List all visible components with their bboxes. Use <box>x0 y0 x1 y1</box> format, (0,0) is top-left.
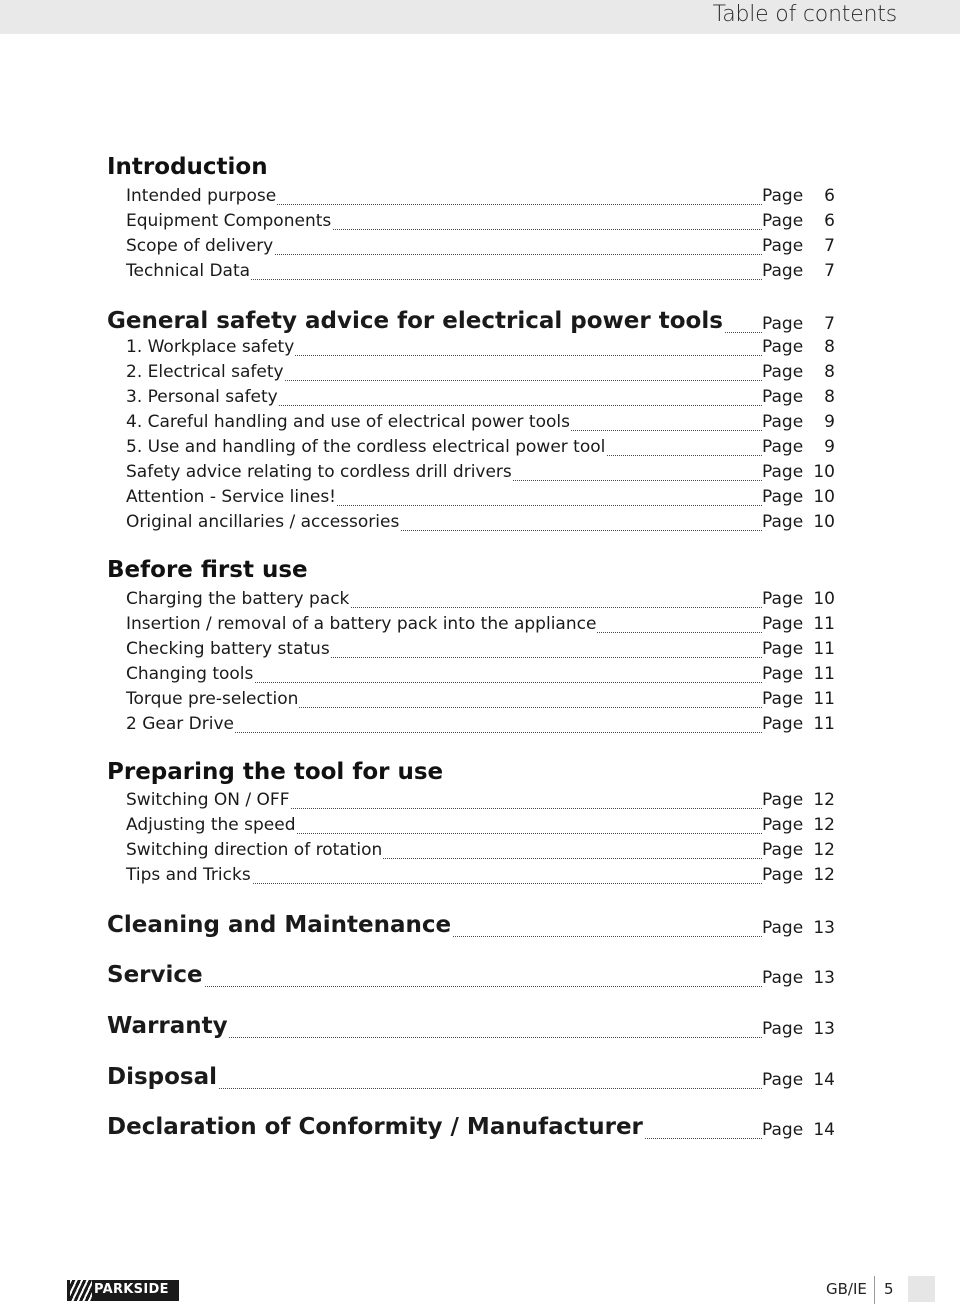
page-number: 6 <box>824 186 835 206</box>
logo-stripes-icon <box>70 1280 92 1301</box>
toc-section-entry[interactable] <box>0 310 960 336</box>
dot-leader <box>107 986 762 987</box>
brand-name: PARKSIDE <box>94 1282 169 1297</box>
toc-entry[interactable] <box>0 259 960 285</box>
toc-section-entry[interactable] <box>0 964 960 990</box>
toc-entry[interactable] <box>0 662 960 688</box>
toc-section-title: Disposal <box>107 1064 218 1090</box>
toc-entry-title: Equipment Components <box>126 211 332 231</box>
toc-section-title: Service <box>107 962 203 988</box>
page-label: Page <box>762 211 804 231</box>
page-number: 13 <box>813 918 835 938</box>
page-number: 10 <box>813 487 835 507</box>
page-label: Page <box>762 589 804 609</box>
toc-entry-title: 3. Personal safety <box>126 387 278 407</box>
page-label: Page <box>762 412 804 432</box>
page-label: Page <box>762 462 804 482</box>
toc-entry[interactable] <box>0 637 960 663</box>
page-number: 10 <box>813 512 835 532</box>
page-number: 11 <box>813 689 835 709</box>
page-label: Page <box>762 614 804 634</box>
page-label: Page <box>762 512 804 532</box>
page-number: 14 <box>813 1120 835 1140</box>
page-number: 6 <box>824 211 835 231</box>
section-heading-preparing: Preparing the tool for use <box>107 759 444 785</box>
page-number: 10 <box>813 462 835 482</box>
page-number: 9 <box>824 412 835 432</box>
page-number: 11 <box>813 614 835 634</box>
toc-entry-title: Adjusting the speed <box>126 815 296 835</box>
page-number: 12 <box>813 865 835 885</box>
page-label: Page <box>762 918 804 938</box>
page-number: 7 <box>824 236 835 256</box>
toc-entry-title: Insertion / removal of a battery pack into the appliance <box>126 614 597 634</box>
toc-entry[interactable] <box>0 234 960 260</box>
page-label: Page <box>762 1019 804 1039</box>
page-label: Page <box>762 1120 804 1140</box>
toc-entry-title: Charging the battery pack <box>126 589 350 609</box>
page-number: 9 <box>824 437 835 457</box>
toc-entry-title: 2. Electrical safety <box>126 362 284 382</box>
toc-section-entry[interactable] <box>0 1015 960 1041</box>
toc-entry[interactable] <box>0 335 960 361</box>
toc-section-entry[interactable] <box>0 1066 960 1092</box>
toc-entry-title: Checking battery status <box>126 639 330 659</box>
toc-entry[interactable] <box>0 410 960 436</box>
toc-entry[interactable] <box>0 360 960 386</box>
toc-entry-title: 4. Careful handling and use of electrical power tools <box>126 412 570 432</box>
toc-entry-title: Tips and Tricks <box>126 865 251 885</box>
toc-entry[interactable] <box>0 712 960 738</box>
page-number: 10 <box>813 589 835 609</box>
page-number: 11 <box>813 714 835 734</box>
page-number: 12 <box>813 815 835 835</box>
toc-entry-title: Intended purpose <box>126 186 277 206</box>
page-label: Page <box>762 968 804 988</box>
page-number: 13 <box>813 968 835 988</box>
page-number-footer: 5 <box>884 1280 894 1298</box>
page-title: Table of contents <box>712 2 897 27</box>
footer-marker <box>908 1276 935 1302</box>
toc-entry[interactable] <box>0 184 960 210</box>
toc-entry-title: 1. Workplace safety <box>126 337 295 357</box>
page-label: Page <box>762 337 804 357</box>
toc-entry[interactable] <box>0 863 960 889</box>
page-label: Page <box>762 790 804 810</box>
toc-entry-title: Switching ON / OFF <box>126 790 290 810</box>
toc-entry[interactable] <box>0 587 960 613</box>
page-label: Page <box>762 714 804 734</box>
toc-entry-title: 5. Use and handling of the cordless electrical power tool <box>126 437 606 457</box>
page-number: 8 <box>824 362 835 382</box>
page-number: 12 <box>813 790 835 810</box>
toc-entry-title: Technical Data <box>126 261 251 281</box>
toc-section-entry[interactable] <box>0 914 960 940</box>
toc-entry[interactable] <box>0 687 960 713</box>
page-label: Page <box>762 639 804 659</box>
page-number: 7 <box>824 261 835 281</box>
toc-entry-title: Safety advice relating to cordless drill drivers <box>126 462 512 482</box>
toc-entry[interactable] <box>0 838 960 864</box>
toc-entry-title: Torque pre-selection <box>126 689 299 709</box>
page-number: 11 <box>813 639 835 659</box>
toc-entry-title: 2 Gear Drive <box>126 714 234 734</box>
page-label: Page <box>762 437 804 457</box>
toc-entry[interactable] <box>0 209 960 235</box>
brand-logo <box>67 1280 179 1301</box>
footer-divider <box>874 1276 875 1304</box>
toc-entry-title: Switching direction of rotation <box>126 840 383 860</box>
toc-entry[interactable] <box>0 435 960 461</box>
toc-entry-title: Attention - Service lines! <box>126 487 336 507</box>
toc-section-title: Warranty <box>107 1013 228 1039</box>
toc-entry-title: Scope of delivery <box>126 236 274 256</box>
page-label: Page <box>762 1070 804 1090</box>
toc-section-title: Cleaning and Maintenance <box>107 912 452 938</box>
toc-entry[interactable] <box>0 385 960 411</box>
region-code: GB/IE <box>826 1280 867 1298</box>
page-label: Page <box>762 689 804 709</box>
page-label: Page <box>762 261 804 281</box>
page-label: Page <box>762 314 804 334</box>
section-heading-before-first-use: Before first use <box>107 557 308 583</box>
page-label: Page <box>762 362 804 382</box>
toc-section-title: Declaration of Conformity / Manufacturer <box>107 1114 643 1140</box>
page-label: Page <box>762 186 804 206</box>
page-number: 8 <box>824 387 835 407</box>
page-number: 11 <box>813 664 835 684</box>
toc-entry-title: Original ancillaries / accessories <box>126 512 400 532</box>
toc-entry[interactable] <box>0 612 960 638</box>
page-label: Page <box>762 387 804 407</box>
page-label: Page <box>762 487 804 507</box>
page-label: Page <box>762 664 804 684</box>
page-number: 13 <box>813 1019 835 1039</box>
toc-section-entry[interactable] <box>0 1116 960 1142</box>
toc-entry[interactable] <box>0 788 960 814</box>
page-number: 12 <box>813 840 835 860</box>
page-number: 7 <box>824 314 835 334</box>
toc-entry[interactable] <box>0 813 960 839</box>
page-label: Page <box>762 236 804 256</box>
toc-entry[interactable] <box>0 460 960 486</box>
page-number: 8 <box>824 337 835 357</box>
page-label: Page <box>762 815 804 835</box>
toc-entry-title: Changing tools <box>126 664 254 684</box>
section-heading-introduction: Introduction <box>107 154 268 180</box>
page-label: Page <box>762 865 804 885</box>
toc-entry[interactable] <box>0 510 960 536</box>
page-label: Page <box>762 840 804 860</box>
toc-section-title: General safety advice for electrical power tools <box>107 308 723 334</box>
toc-entry[interactable] <box>0 485 960 511</box>
page-number: 14 <box>813 1070 835 1090</box>
